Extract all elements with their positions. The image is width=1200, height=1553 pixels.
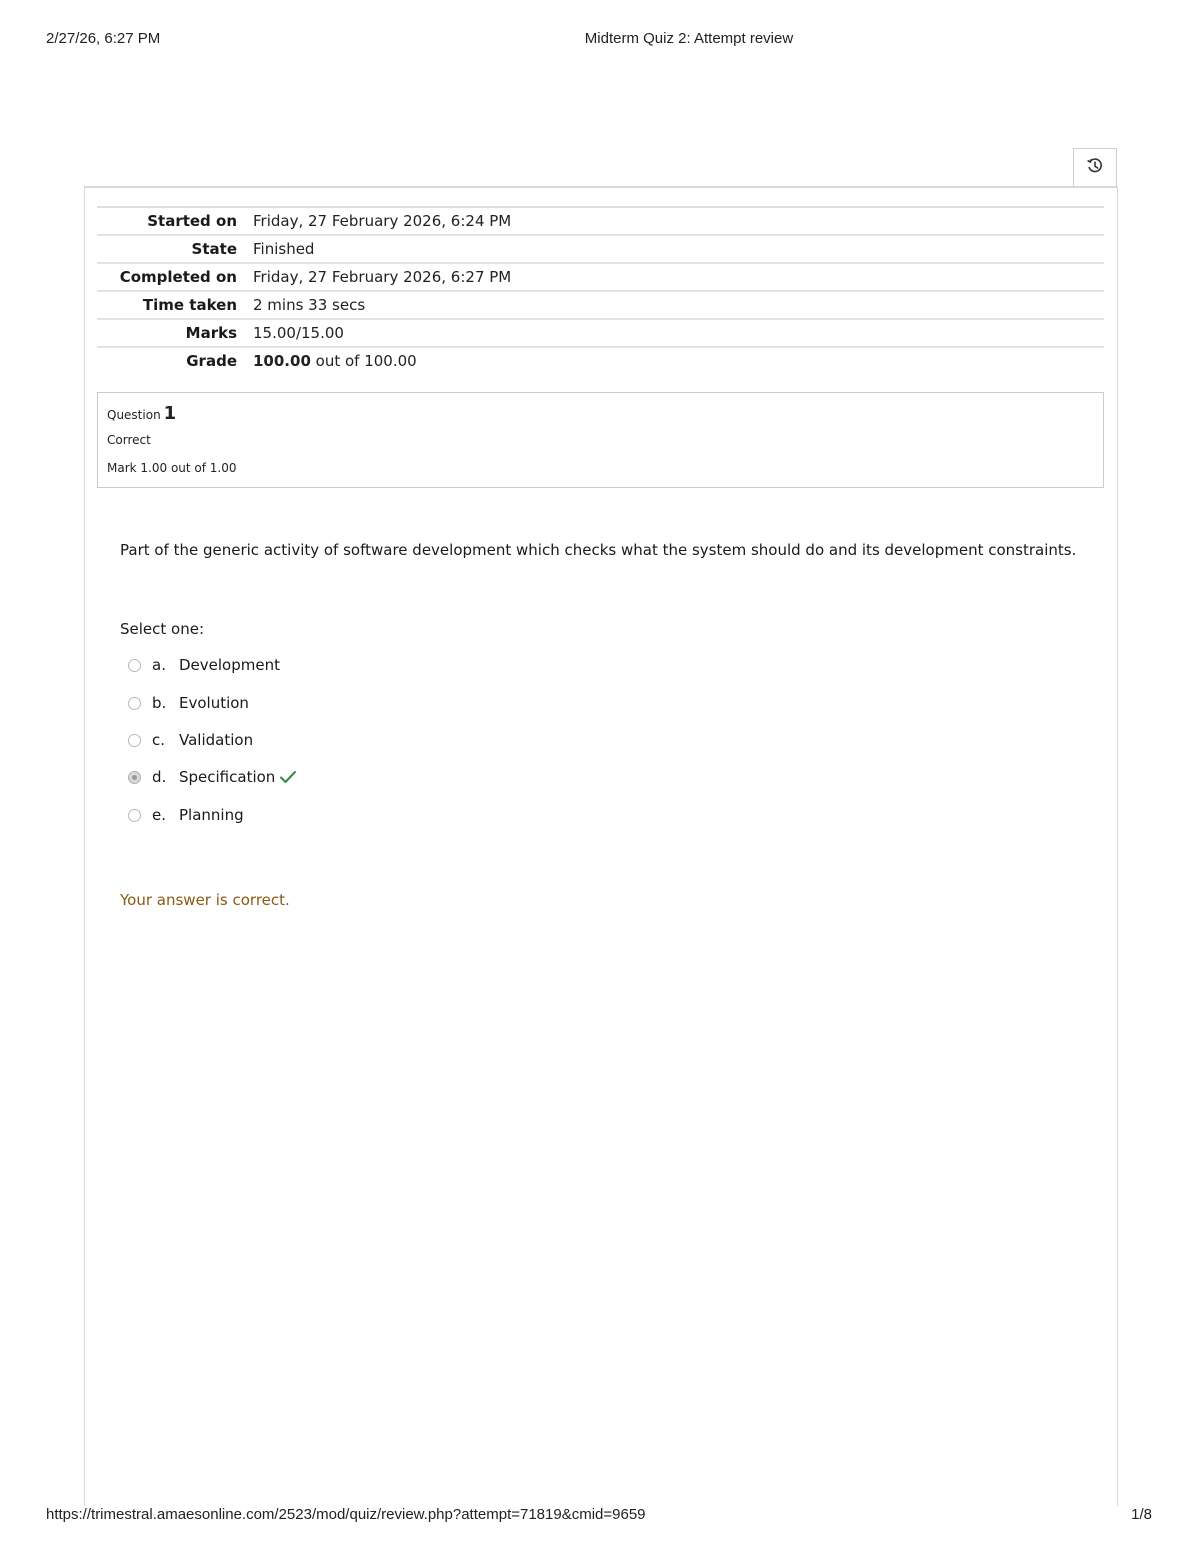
history-icon — [1086, 157, 1104, 179]
summary-row-marks — [97, 320, 1104, 348]
summary-value: 2 mins 33 secs — [253, 296, 366, 314]
summary-label: Grade — [186, 352, 237, 370]
print-footer — [0, 1506, 1200, 1526]
answer-letter: c. — [152, 731, 166, 749]
page-frame — [84, 186, 1118, 1506]
answer-label: Specification — [179, 768, 276, 786]
summary-label: Started on — [147, 212, 237, 230]
print-url: https://trimestral.amaesonline.com/2523/mod/quiz/review.php?attempt=71819&cmid=9659 — [46, 1506, 646, 1523]
radio-button-selected[interactable] — [128, 771, 141, 784]
checkmark-icon — [279, 769, 297, 785]
question-text: Part of the generic activity of software development which checks what the system should do and its development constraints. — [120, 541, 1077, 559]
question-number: 1 — [163, 403, 177, 424]
answer-letter: b. — [152, 694, 167, 712]
answer-option-e[interactable] — [128, 803, 244, 827]
answer-label: Planning — [179, 806, 244, 824]
radio-button[interactable] — [128, 659, 141, 672]
attempt-summary-table — [97, 206, 1104, 374]
summary-label: Time taken — [142, 296, 237, 314]
summary-value: Friday, 27 February 2026, 6:27 PM — [253, 268, 512, 286]
summary-row-state — [97, 236, 1104, 264]
answer-letter: d. — [152, 768, 167, 786]
answer-label: Validation — [179, 731, 254, 749]
summary-value: Finished — [253, 240, 315, 258]
summary-label: State — [191, 240, 237, 258]
answer-letter: e. — [152, 806, 166, 824]
print-page-number: 1/8 — [1131, 1506, 1152, 1523]
answer-prompt: Select one: — [120, 620, 205, 638]
answer-option-a[interactable] — [128, 653, 280, 677]
summary-value: Friday, 27 February 2026, 6:24 PM — [253, 212, 512, 230]
answer-option-d[interactable] — [128, 765, 297, 789]
history-button[interactable] — [1073, 148, 1117, 188]
radio-button[interactable] — [128, 809, 141, 822]
print-datetime: 2/27/26, 6:27 PM — [46, 30, 161, 47]
answer-label: Development — [179, 656, 280, 674]
grade-value: 100.00 — [253, 352, 311, 370]
question-label: Question — [107, 408, 161, 422]
question-title — [107, 403, 176, 424]
answer-letter: a. — [152, 656, 166, 674]
summary-row-time-taken — [97, 292, 1104, 320]
summary-label: Marks — [185, 324, 237, 342]
question-info-box — [97, 392, 1104, 488]
summary-row-completed — [97, 264, 1104, 292]
answer-feedback: Your answer is correct. — [120, 891, 290, 909]
grade-out-of: out of 100.00 — [310, 352, 417, 370]
print-header — [0, 30, 1200, 50]
summary-value: 15.00/15.00 — [253, 324, 344, 342]
summary-label: Completed on — [119, 268, 237, 286]
answer-label: Evolution — [179, 694, 249, 712]
answer-option-b[interactable] — [128, 691, 249, 715]
question-grade: Mark 1.00 out of 1.00 — [107, 461, 237, 475]
summary-row-started — [97, 208, 1104, 236]
print-title: Midterm Quiz 2: Attempt review — [584, 30, 794, 47]
summary-value — [253, 348, 1104, 374]
question-state: Correct — [107, 433, 151, 447]
summary-row-grade — [97, 348, 1104, 374]
radio-button[interactable] — [128, 697, 141, 710]
answer-option-c[interactable] — [128, 728, 253, 752]
radio-button[interactable] — [128, 734, 141, 747]
